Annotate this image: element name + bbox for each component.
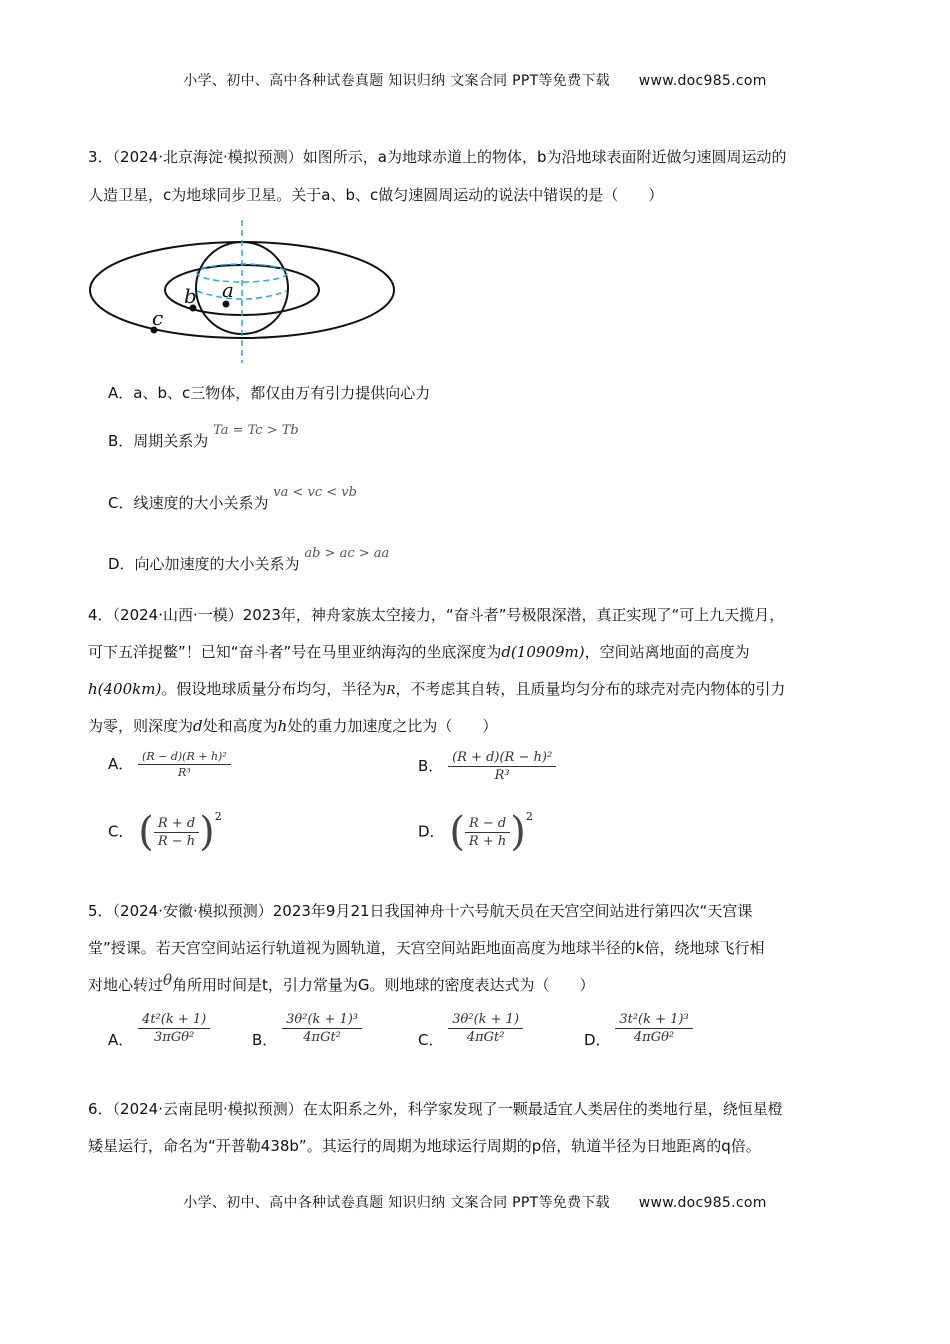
q4-option-c[interactable] bbox=[108, 809, 222, 855]
q4-option-d[interactable] bbox=[418, 809, 533, 855]
q5-option-a-label: A． bbox=[108, 1031, 134, 1049]
q4-option-c-label: C． bbox=[108, 822, 134, 841]
q5-option-d-label: D． bbox=[584, 1031, 611, 1049]
label-b: b bbox=[184, 284, 197, 308]
q4-line4c: 处的重力加速度之比为（ ） bbox=[287, 717, 498, 735]
q4-line3a: 。假设地球质量分布均匀，半径为 bbox=[161, 680, 387, 698]
page-header bbox=[0, 70, 950, 90]
q4-height: h(400km) bbox=[88, 680, 162, 698]
q5-line2: 堂”授课。若天宫空间站运行轨道视为圆轨道，天宫空间站距地面高度为地球半径的k倍，绕地球飞行相 bbox=[88, 939, 765, 957]
q5-option-b-label: B． bbox=[252, 1031, 278, 1049]
q5-line3b: 角所用时间是t，引力常量为G。则地球的密度表达式为（ ） bbox=[172, 976, 595, 994]
q5-option-b[interactable] bbox=[252, 1012, 362, 1049]
q4-d: d bbox=[193, 717, 203, 735]
q5-option-d-formula: $\frac{\text{3t²(k + 1)³}}{\text{4πGθ²}}$ bbox=[615, 1012, 692, 1045]
q5-option-d[interactable] bbox=[584, 1012, 693, 1049]
q3-option-b-math: Ta = Tc > Tb bbox=[213, 423, 299, 438]
footer-site[interactable]: www.doc985.com bbox=[638, 1195, 767, 1211]
q4-option-b-label: B． bbox=[418, 757, 444, 775]
q4-line2 bbox=[88, 641, 868, 663]
q4-option-a[interactable] bbox=[108, 750, 231, 779]
q4-option-b-formula: $\frac{\text{(R + d)(R − h)²}}{\text{R³}}$ bbox=[448, 750, 556, 783]
q5-option-c-label: C． bbox=[418, 1031, 444, 1049]
q4-option-d-label: D． bbox=[418, 822, 445, 841]
q5-option-a-formula: $\frac{\text{4t²(k + 1)}}{\text{3πGθ²}}$ bbox=[138, 1012, 210, 1045]
q5-option-c[interactable] bbox=[418, 1012, 523, 1049]
q4-line4a: 为零，则深度为 bbox=[88, 717, 194, 735]
q4-line2b: ，空间站离地面的高度为 bbox=[584, 643, 750, 661]
q4-line2a: 可下五洋捉鳖”！已知“奋斗者”号在马里亚纳海沟的坐底深度为 bbox=[88, 643, 502, 661]
q4-option-d-formula: ( $\frac{R - d}{R + h}$ ) $^2$ bbox=[449, 809, 533, 855]
header-text: 小学、初中、高中各种试卷真题 知识归纳 文案合同 PPT等免费下载 bbox=[183, 73, 610, 89]
q5-option-c-formula: $\frac{\text{3θ²(k + 1)}}{\text{4πGt²}}$ bbox=[448, 1012, 523, 1045]
q5-line3 bbox=[88, 971, 868, 996]
label-c: c bbox=[152, 306, 164, 330]
q5-theta: θ bbox=[163, 971, 173, 989]
q3-line2: 人造卫星，c为地球同步卫星。关于a、b、c做匀速圆周运动的说法中错误的是（ ） bbox=[88, 186, 664, 204]
q3-option-b-text: B．周期关系为 bbox=[108, 432, 209, 450]
orbit-diagram bbox=[80, 215, 410, 365]
q5-line3a: 对地心转过 bbox=[88, 976, 164, 994]
q3-option-d-text: D．向心加速度的大小关系为 bbox=[108, 555, 300, 573]
q5-option-a[interactable] bbox=[108, 1012, 210, 1049]
q4-h: h bbox=[277, 717, 288, 735]
footer-text: 小学、初中、高中各种试卷真题 知识归纳 文案合同 PPT等免费下载 bbox=[183, 1195, 610, 1211]
q3-option-b[interactable] bbox=[108, 423, 299, 451]
q4-depth: d(10909m) bbox=[501, 643, 585, 661]
q4-line4 bbox=[88, 715, 868, 737]
q3-option-c[interactable] bbox=[108, 485, 357, 513]
q4-line1: 4．（2024·山西·一模）2023年，神舟家族太空接力，“奋斗者”号极限深潜，真正实现了“可上九天揽月， bbox=[88, 606, 785, 624]
q4-line3 bbox=[88, 678, 868, 701]
q5-line1: 5．（2024·安徽·模拟预测）2023年9月21日我国神舟十六号航天员在天宫空间站进行第四次“天宫课 bbox=[88, 902, 753, 920]
q3-line1: 3．（2024·北京海淀·模拟预测）如图所示，a为地球赤道上的物体，b为沿地球表面附近做匀速圆周运动的 bbox=[88, 148, 787, 166]
q4-option-c-formula: ( $\frac{R + d}{R - h}$ ) $^2$ bbox=[138, 809, 222, 855]
page-footer bbox=[0, 1192, 950, 1212]
q3-option-d-math: ab > ac > aa bbox=[304, 546, 390, 561]
q4-radius: R bbox=[386, 683, 396, 697]
q3-option-d[interactable] bbox=[108, 546, 390, 574]
q3-option-c-math: va < vc < vb bbox=[273, 485, 357, 500]
q6-line1: 6．（2024·云南昆明·模拟预测）在太阳系之外，科学家发现了一颗最适宜人类居住的类地行星，绕恒星橙 bbox=[88, 1100, 783, 1118]
q4-line3b: ，不考虑其自转，且质量均匀分布的球壳对壳内物体的引力 bbox=[395, 680, 786, 698]
q4-option-b[interactable] bbox=[418, 750, 556, 783]
q5-option-b-formula: $\frac{\text{3θ²(k + 1)³}}{\text{4πGt²}}$ bbox=[282, 1012, 362, 1045]
q4-option-a-label: A． bbox=[108, 755, 134, 773]
q3-option-c-text: C．线速度的大小关系为 bbox=[108, 494, 269, 512]
q6-line2: 矮星运行，命名为“开普勒438b”。其运行的周期为地球运行周期的p倍，轨道半径为日地距离的q倍。 bbox=[88, 1137, 761, 1155]
q3-option-a[interactable]: A．a、b、c三物体，都仅由万有引力提供向心力 bbox=[108, 384, 431, 402]
header-site[interactable]: www.doc985.com bbox=[638, 73, 767, 89]
q4-option-a-formula: $\frac{\text{(R − d)(R + h)²}}{\text{R³}}$ bbox=[138, 750, 231, 779]
q4-line4b: 处和高度为 bbox=[202, 717, 278, 735]
label-a: a bbox=[222, 278, 234, 302]
